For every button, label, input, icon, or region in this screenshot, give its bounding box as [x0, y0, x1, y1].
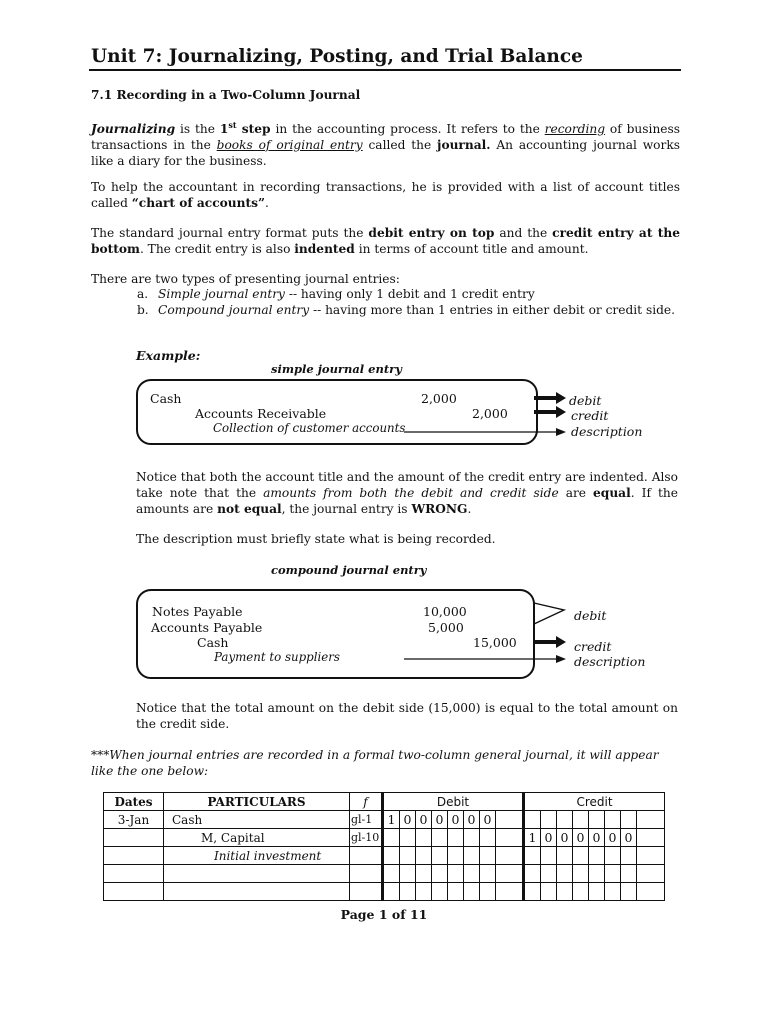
- compound-credit-account: Cash: [197, 635, 229, 650]
- example-label: Example:: [136, 348, 201, 363]
- debit-digit-cell: [400, 847, 416, 865]
- debit-digit-cell: 1: [383, 811, 400, 829]
- particulars-cell: Initial investment: [164, 847, 350, 865]
- credit-digit-cell: [605, 883, 621, 901]
- compound-debit2-account: Accounts Payable: [151, 620, 263, 635]
- date-cell: [104, 865, 164, 883]
- compound-debit1-amount: 10,000: [423, 604, 467, 619]
- debit-digit-cell: [383, 829, 400, 847]
- credit-digit-cell: 0: [541, 829, 557, 847]
- list-item-b: b.: [137, 303, 149, 317]
- debit-digit-cell: [383, 847, 400, 865]
- debit-spacer-cell: [496, 883, 524, 901]
- credit-digit-cell: 0: [589, 829, 605, 847]
- compound-description-arrow-icon: [404, 655, 566, 663]
- compound-debit-bracket-icon: [534, 603, 564, 624]
- simple-ann-debit: debit: [569, 393, 602, 408]
- debit-digit-cell: [432, 829, 448, 847]
- paragraph-formal-journal: ***When journal entries are recorded in a formal two-column general journal, it will appear like the one below:: [91, 748, 659, 778]
- debit-spacer-cell: [496, 865, 524, 883]
- debit-digit-cell: [464, 865, 480, 883]
- folio-cell: gl-10: [350, 829, 383, 847]
- list-item-a: a.: [137, 287, 149, 301]
- debit-digit-cell: [448, 865, 464, 883]
- table-row: [104, 847, 665, 865]
- debit-digit-cell: 0: [448, 811, 464, 829]
- credit-digit-cell: [557, 847, 573, 865]
- date-cell: 3-Jan: [104, 811, 164, 829]
- simple-debit-amount: 2,000: [421, 391, 457, 406]
- debit-digit-cell: [480, 865, 496, 883]
- credit-digit-cell: [541, 883, 557, 901]
- list-item-b-text: Compound journal entry -- having more than 1 entries in either debit or credit side.: [158, 303, 675, 317]
- compound-entry-caption: compound journal entry: [271, 563, 427, 577]
- date-cell: [104, 883, 164, 901]
- simple-ann-credit: credit: [571, 408, 609, 423]
- date-cell: [104, 829, 164, 847]
- debit-digit-cell: [464, 883, 480, 901]
- debit-digit-cell: [400, 883, 416, 901]
- credit-digit-cell: 0: [605, 829, 621, 847]
- debit-digit-cell: [432, 865, 448, 883]
- folio-cell: [350, 865, 383, 883]
- credit-digit-cell: 0: [573, 829, 589, 847]
- credit-digit-cell: [621, 865, 637, 883]
- credit-digit-cell: [589, 883, 605, 901]
- credit-spacer-cell: [637, 847, 665, 865]
- folio-cell: [350, 847, 383, 865]
- credit-digit-cell: [605, 811, 621, 829]
- simple-description: Collection of customer accounts: [213, 421, 406, 435]
- simple-entry-caption: simple journal entry: [271, 362, 402, 376]
- header-credit: Credit: [524, 793, 665, 811]
- credit-digit-cell: 1: [524, 829, 541, 847]
- credit-digit-cell: [573, 847, 589, 865]
- table-row: [104, 883, 665, 901]
- paragraph-journalizing: Journalizing is the 1st step in the accounting process. It refers to the recording of business transactions in the books of original entry called the journal. An accounting journal works like a diary for the business.: [91, 120, 681, 169]
- credit-digit-cell: [621, 847, 637, 865]
- credit-digit-cell: [557, 865, 573, 883]
- credit-digit-cell: [557, 811, 573, 829]
- page-number: Page 1 of 11: [340, 907, 428, 922]
- credit-spacer-cell: [637, 829, 665, 847]
- compound-credit-arrow-icon: [533, 636, 566, 648]
- credit-digit-cell: [621, 883, 637, 901]
- list-item-a-text: Simple journal entry -- having only 1 debit and 1 credit entry: [158, 287, 535, 301]
- general-journal-table: [103, 792, 665, 901]
- debit-digit-cell: [416, 883, 432, 901]
- debit-digit-cell: [432, 847, 448, 865]
- credit-digit-cell: [605, 847, 621, 865]
- credit-digit-cell: 0: [557, 829, 573, 847]
- debit-digit-cell: 0: [464, 811, 480, 829]
- credit-digit-cell: [524, 811, 541, 829]
- compound-description: Payment to suppliers: [214, 650, 340, 664]
- credit-digit-cell: [541, 811, 557, 829]
- compound-credit-amount: 15,000: [473, 635, 517, 650]
- debit-digit-cell: 0: [432, 811, 448, 829]
- debit-digit-cell: [416, 829, 432, 847]
- credit-digit-cell: [541, 847, 557, 865]
- debit-digit-cell: [383, 883, 400, 901]
- table-row: [104, 865, 665, 883]
- debit-digit-cell: [448, 847, 464, 865]
- particulars-cell: [164, 865, 350, 883]
- types-intro: There are two types of presenting journal entries:: [91, 272, 400, 286]
- credit-digit-cell: [589, 847, 605, 865]
- compound-debit2-amount: 5,000: [428, 620, 464, 635]
- date-cell: [104, 847, 164, 865]
- table-row: [104, 811, 665, 829]
- credit-digit-cell: [605, 865, 621, 883]
- debit-digit-cell: 0: [416, 811, 432, 829]
- header-folio: f: [350, 793, 383, 811]
- compound-debit1-account: Notes Payable: [152, 604, 243, 619]
- header-particulars: PARTICULARS: [164, 793, 350, 811]
- header-dates: Dates: [104, 793, 164, 811]
- credit-spacer-cell: [637, 865, 665, 883]
- credit-digit-cell: [621, 811, 637, 829]
- table-row: [104, 829, 665, 847]
- credit-digit-cell: [573, 883, 589, 901]
- debit-digit-cell: 0: [400, 811, 416, 829]
- debit-digit-cell: [400, 829, 416, 847]
- credit-digit-cell: [573, 865, 589, 883]
- credit-spacer-cell: [637, 883, 665, 901]
- debit-digit-cell: [448, 883, 464, 901]
- debit-digit-cell: [480, 829, 496, 847]
- debit-digit-cell: [448, 829, 464, 847]
- credit-digit-cell: [589, 811, 605, 829]
- paragraph-description: The description must briefly state what is being recorded.: [136, 532, 496, 546]
- credit-digit-cell: [524, 883, 541, 901]
- credit-digit-cell: [557, 883, 573, 901]
- header-debit: Debit: [383, 793, 524, 811]
- credit-digit-cell: [573, 811, 589, 829]
- journal-header-row: [104, 793, 665, 811]
- credit-spacer-cell: [637, 811, 665, 829]
- section-heading: 7.1 Recording in a Two-Column Journal: [91, 88, 361, 102]
- credit-digit-cell: [541, 865, 557, 883]
- simple-description-arrow-icon: [404, 428, 566, 436]
- debit-digit-cell: [464, 829, 480, 847]
- debit-digit-cell: [416, 865, 432, 883]
- debit-digit-cell: [400, 865, 416, 883]
- particulars-cell: Cash: [164, 811, 350, 829]
- debit-digit-cell: [480, 883, 496, 901]
- debit-digit-cell: 0: [480, 811, 496, 829]
- credit-digit-cell: [589, 865, 605, 883]
- debit-spacer-cell: [496, 829, 524, 847]
- simple-debit-account: Cash: [150, 391, 182, 406]
- paragraph-standard-format: The standard journal entry format puts the debit entry on top and the credit entry at the bottom. The credit entry is also indented in terms of account title and amount.: [91, 226, 681, 256]
- credit-digit-cell: [524, 865, 541, 883]
- particulars-cell: M, Capital: [164, 829, 350, 847]
- simple-credit-arrow-icon: [534, 406, 566, 418]
- simple-credit-account: Accounts Receivable: [195, 406, 327, 421]
- debit-spacer-cell: [496, 811, 524, 829]
- debit-digit-cell: [480, 847, 496, 865]
- compound-ann-credit: credit: [574, 639, 612, 654]
- debit-digit-cell: [383, 865, 400, 883]
- compound-ann-debit: debit: [574, 608, 607, 623]
- folio-cell: [350, 883, 383, 901]
- compound-ann-description: description: [574, 654, 646, 669]
- paragraph-total-equal: Notice that the total amount on the debit side (15,000) is equal to the total amount on the credit side.: [136, 701, 678, 731]
- term-journalizing: Journalizing: [91, 122, 176, 137]
- simple-debit-arrow-icon: [534, 392, 566, 404]
- folio-cell: gl-1: [350, 811, 383, 829]
- page-title: Unit 7: Journalizing, Posting, and Trial Balance: [91, 46, 583, 67]
- debit-digit-cell: [416, 847, 432, 865]
- particulars-cell: [164, 883, 350, 901]
- simple-ann-description: description: [571, 424, 643, 439]
- debit-digit-cell: [464, 847, 480, 865]
- paragraph-notice-equal: Notice that both the account title and the amount of the credit entry are indented. Also take note that the amounts from both the debit and credit side are equal. If the amounts are not equal, the journal entry is WRONG.: [136, 470, 678, 516]
- credit-digit-cell: [524, 847, 541, 865]
- paragraph-chart-of-accounts: To help the accountant in recording transactions, he is provided with a list of account titles called “chart of accounts”.: [91, 180, 680, 210]
- debit-digit-cell: [432, 883, 448, 901]
- debit-spacer-cell: [496, 847, 524, 865]
- credit-digit-cell: 0: [621, 829, 637, 847]
- simple-credit-amount: 2,000: [472, 406, 508, 421]
